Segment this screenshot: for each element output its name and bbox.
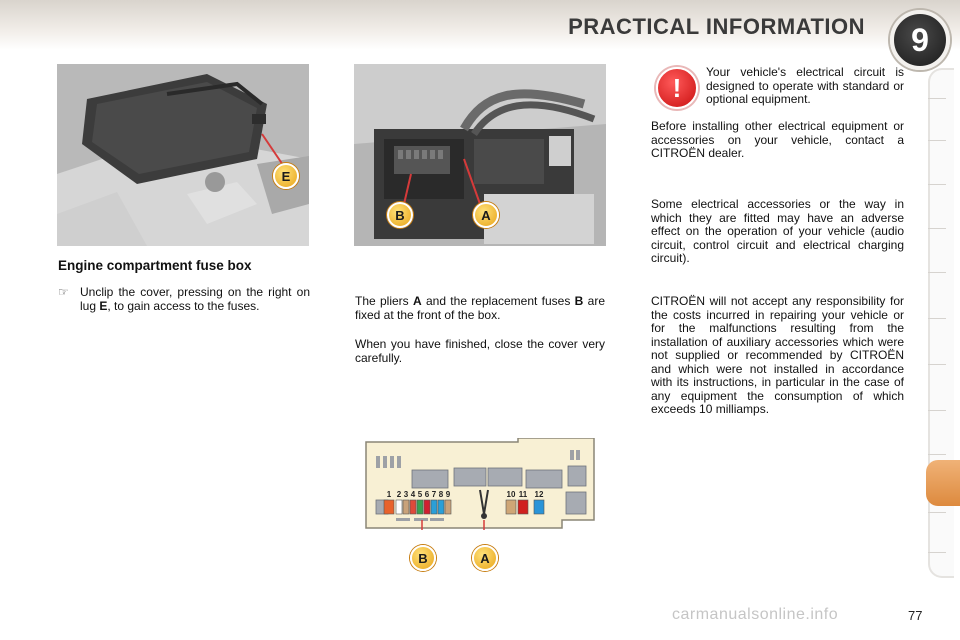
- thumb-tick: [928, 140, 946, 141]
- fuses-reference: B: [574, 294, 584, 308]
- fuse-1: [384, 500, 394, 514]
- exclamation-icon: !: [656, 67, 698, 109]
- fuse-number-label: 4: [410, 490, 416, 499]
- watermark: carmanualsonline.info: [672, 606, 839, 623]
- fuse-5: [417, 500, 423, 514]
- diagram-callout-a-badge: A: [472, 545, 498, 571]
- page-title: PRACTICAL INFORMATION: [568, 14, 865, 39]
- instruction-text-part: Unclip the cover, pressing on the right on lug: [80, 285, 310, 313]
- fuse-6: [424, 500, 430, 514]
- instruction-text-part: , to gain access to the fuses.: [107, 298, 260, 313]
- thumb-tick: [928, 98, 946, 99]
- fuse-number-label: 3: [403, 490, 409, 499]
- fuse-12: [534, 500, 544, 514]
- accessories-effect-paragraph: Some electrical accessories or the way in which they are fitted may have an adverse effect on the operation of your vehicle (audio circuit, control circuit and electrical charging circuit).: [651, 197, 904, 265]
- pointing-hand-icon: ☞: [58, 285, 69, 299]
- fuse-8: [438, 500, 444, 514]
- thumb-tick: [928, 512, 946, 513]
- instruction-bullet: [58, 286, 310, 313]
- callout-b-badge: B: [387, 202, 413, 228]
- thumb-tick: [928, 454, 946, 455]
- fuse-2: [396, 500, 402, 514]
- fuse-4: [410, 500, 416, 514]
- pliers-reference: A: [412, 294, 422, 308]
- thumb-tick: [928, 552, 946, 553]
- fuse-number-label: 2: [396, 490, 402, 499]
- fuse-number-label: 10: [506, 490, 516, 499]
- paragraph-text-part: and the replacement fuses: [421, 294, 575, 308]
- paragraph-text-part: The pliers: [355, 294, 413, 308]
- fuse-number-label: 8: [438, 490, 444, 499]
- fuse-number-label: 12: [534, 490, 544, 499]
- fuse-number-label: 7: [431, 490, 437, 499]
- fuse-number-label: 11: [518, 490, 528, 499]
- thumb-tick: [928, 364, 946, 365]
- thumb-tick: [928, 318, 946, 319]
- fuse-3: [403, 500, 409, 514]
- chapter-9-thumb-tab[interactable]: [926, 460, 960, 506]
- dealer-advice-paragraph: Before installing other electrical equipment or accessories on your vehicle, contact a CITROËN dealer.: [651, 119, 904, 160]
- liability-paragraph: CITROËN will not accept any responsibility for the costs incurred in repairing your vehicle or for the malfunctions resulting from the installation of auxiliary accessories which were not supplied or recommended by CITROËN and which were not installed in accordance with its instructions, in particular in the case of any equipment the consumption of which exceeds 10 milliamps.: [651, 294, 904, 416]
- instruction-text: [80, 286, 310, 313]
- pliers-fuses-paragraph: [355, 295, 605, 322]
- fuse-layout-diagram: [362, 438, 598, 530]
- close-cover-paragraph: When you have finished, close the cover very carefully.: [355, 337, 605, 365]
- open-fuse-box-photo: [354, 64, 606, 246]
- fuse-box-cover-photo: [57, 64, 309, 246]
- fuse-9: [445, 500, 451, 514]
- fuse-number-label: 6: [424, 490, 430, 499]
- fuse-number-label: 9: [445, 490, 451, 499]
- page-number: 77: [908, 608, 923, 623]
- fuse-7: [431, 500, 437, 514]
- paragraph-text-part: are fixed at the front of the box.: [355, 294, 605, 322]
- section-heading: Engine compartment fuse box: [58, 258, 252, 273]
- callout-e-badge: E: [273, 163, 299, 189]
- fuse-number-label: 5: [417, 490, 423, 499]
- fuse-11: [518, 500, 528, 514]
- callout-a-badge: A: [473, 202, 499, 228]
- thumb-tick: [928, 184, 946, 185]
- thumb-tick: [928, 410, 946, 411]
- warning-text: Your vehicle's electrical circuit is designed to operate with standard or optional equipment.: [706, 65, 904, 106]
- chapter-badge: 9: [890, 10, 950, 70]
- fuse-10: [506, 500, 516, 514]
- thumb-tick: [928, 228, 946, 229]
- thumb-tick: [928, 272, 946, 273]
- fuse-number-label: 1: [386, 490, 392, 499]
- lug-reference: E: [99, 298, 108, 313]
- diagram-callout-b-badge: B: [410, 545, 436, 571]
